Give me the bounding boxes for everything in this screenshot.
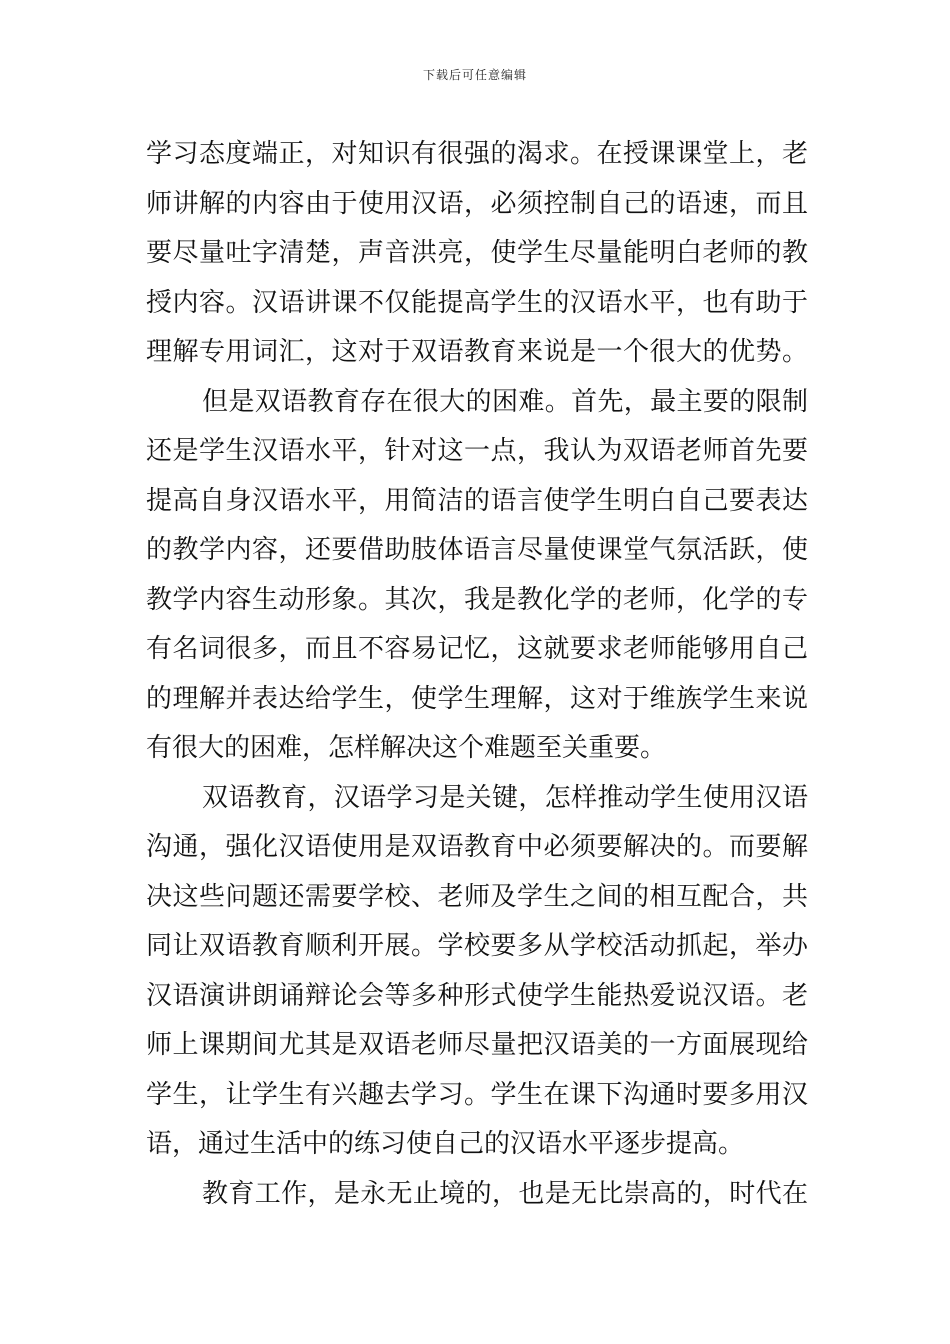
text-line: 师讲解的内容由于使用汉语，必须控制自己的语速，而且 [146, 188, 808, 219]
text-line: 有很大的困难，怎样解决这个难题至关重要。 [146, 733, 667, 763]
text-line: 语，通过生活中的练习使自己的汉语水平逐步提高。 [146, 1129, 745, 1159]
text-line: 但是双语教育存在很大的困难。首先，最主要的限制 [202, 386, 808, 417]
paragraph [146, 130, 808, 378]
text-line: 理解专用词汇，这对于双语教育来说是一个很大的优势。 [146, 337, 808, 367]
header-note: 下载后可任意编辑 [422, 68, 527, 82]
text-line: 汉语演讲朗诵辩论会等多种形式使学生能热爱说汉语。老 [146, 980, 808, 1011]
paragraph [146, 1170, 808, 1220]
text-line: 有名词很多，而且不容易记忆，这就要求老师能够用自己 [146, 634, 808, 664]
text-line: 双语教育，汉语学习是关键，怎样推动学生使用汉语 [202, 782, 808, 813]
text-line: 师上课期间尤其是双语老师尽量把汉语美的一方面展现给 [146, 1030, 808, 1060]
text-line: 还是学生汉语水平，针对这一点，我认为双语老师首先要 [146, 436, 808, 466]
text-line: 学生，让学生有兴趣去学习。学生在课下沟通时要多用汉 [146, 1079, 808, 1110]
text-line: 的理解并表达给学生，使学生理解，这对于维族学生来说 [146, 683, 808, 714]
body-text [146, 130, 808, 1219]
paragraph [146, 378, 808, 774]
text-line: 授内容。汉语讲课不仅能提高学生的汉语水平，也有助于 [146, 287, 808, 318]
text-line: 决这些问题还需要学校、老师及学生之间的相互配合，共 [146, 881, 808, 912]
text-line: 教学内容生动形象。其次，我是教化学的老师，化学的专 [146, 584, 808, 615]
text-line: 提高自身汉语水平，用简洁的语言使学生明白自己要表达 [146, 485, 808, 516]
text-line: 要尽量吐字清楚，声音洪亮，使学生尽量能明白老师的教 [146, 238, 808, 268]
text-line: 学习态度端正，对知识有很强的渴求。在授课课堂上，老 [146, 139, 808, 169]
text-line: 教育工作，是永无止境的，也是无比崇高的，时代在 [202, 1178, 808, 1209]
text-line: 的教学内容，还要借助肢体语言尽量使课堂气氛活跃，使 [146, 535, 808, 565]
text-line: 沟通，强化汉语使用是双语教育中必须要解决的。而要解 [146, 832, 808, 862]
text-line: 同让双语教育顺利开展。学校要多从学校活动抓起，举办 [146, 931, 808, 961]
paragraph [146, 774, 808, 1170]
